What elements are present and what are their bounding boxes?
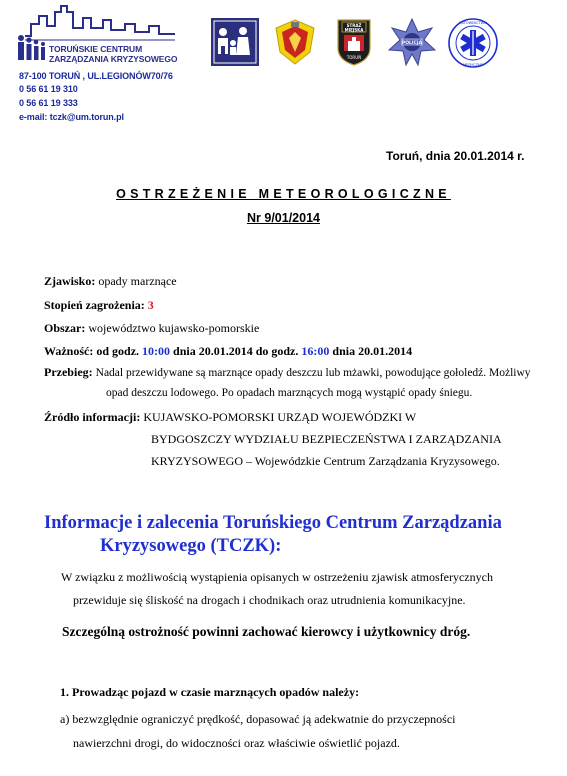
source-line2: BYDGOSZCZY WYDZIAŁU BEZPIECZEŃSTWA I ZARZĄDZANIA: [151, 432, 502, 446]
people-figures-icon: [17, 34, 49, 62]
svg-text:MIEJSKA: MIEJSKA: [344, 27, 364, 33]
ambulance-star-icon: [448, 18, 498, 68]
item-a-line2: nawierzchni drogi, do widoczności oraz właściwie oświetlić pojazd.: [73, 736, 400, 750]
info-para-line2: przewiduje się śliskość na drogach i chodnikach oraz utrudnienia komunikacyjne.: [73, 593, 466, 607]
course-line1: Nadal przewidywane są marznące opady deszczu lub mżawki, powodujące gołoledź. Możliwy: [95, 367, 531, 379]
area-value: województwo kujawsko-pomorskie: [88, 321, 260, 335]
area-label: Obszar:: [44, 321, 86, 335]
phenomenon-row: [44, 274, 177, 289]
fire-brigade-icon: [272, 18, 318, 66]
document-title: OSTRZEŻENIE METEOROLOGICZNE: [116, 187, 451, 201]
caution-text: Szczególną ostrożność powinni zachować kierowcy i użytkownicy dróg.: [62, 624, 471, 639]
document-date: Toruń, dnia 20.01.2014 r.: [386, 149, 525, 163]
info-heading-line1: Informacje i zalecenia Toruńskiego Centrum Zarządzania: [44, 513, 502, 533]
info-para-line1: W związku z możliwością wystąpienia opisanych w ostrzeżeniu zjawisk atmosferycznych: [61, 570, 493, 584]
validity-end: dnia 20.01.2014: [332, 344, 413, 358]
svg-text:STRAŻ: STRAŻ: [346, 23, 362, 28]
source-row: [44, 410, 416, 425]
course-label: Przebieg:: [44, 365, 93, 379]
phenomenon-value: opady marznące: [98, 274, 177, 288]
item-a-line1: a) bezwzględnie ograniczyć prędkość, dopasować ją adekwatnie do przyczepności: [60, 712, 456, 726]
source-label: Źródło informacji:: [44, 410, 141, 424]
level-label: Stopień zagrożenia:: [44, 298, 145, 312]
svg-text:RATOWNICTWO: RATOWNICTWO: [459, 21, 487, 25]
time-to: 16:00: [301, 344, 330, 358]
validity-row: [44, 344, 412, 359]
header-block: [17, 4, 197, 126]
section-1-heading: 1. Prowadząc pojazd w czasie marznących opadów należy:: [60, 685, 360, 699]
family-icon: [211, 18, 259, 66]
org-name: [49, 44, 177, 64]
police-star-icon: [388, 18, 436, 66]
validity-from: od godz.: [96, 344, 140, 358]
source-line1: KUJAWSKO-POMORSKI URZĄD WOJEWÓDZKI W: [143, 410, 417, 424]
phenomenon-label: Zjawisko:: [44, 274, 96, 288]
info-heading-line2: Kryzysowego (TCZK):: [100, 536, 282, 556]
document-number: Nr 9/01/2014: [247, 211, 320, 225]
level-value: 3: [147, 298, 154, 312]
org-line2: ZARZĄDZANIA KRYZYSOWEGO: [49, 54, 178, 64]
phone-1: 0 56 61 19 310: [19, 84, 78, 94]
course-row: [44, 365, 531, 380]
source-line3: KRYZYSOWEGO – Wojewódzkie Centrum Zarządzania Kryzysowego.: [151, 454, 500, 468]
phone-2: 0 56 61 19 333: [19, 98, 78, 108]
org-line1: TORUŃSKIE CENTRUM: [49, 44, 143, 54]
address: 87-100 TORUŃ , UL.LEGIONÓW70/76: [19, 71, 173, 81]
area-row: [44, 321, 259, 336]
validity-mid: dnia 20.01.2014 do godz.: [173, 344, 299, 358]
municipal-guard-icon: [334, 18, 374, 66]
level-row: [44, 298, 154, 313]
time-from: 10:00: [142, 344, 171, 358]
validity-label: Ważność:: [44, 344, 94, 358]
course-line2: opad deszczu lodowego. Po opadach marznących mogą wystąpić opady śniegu.: [106, 387, 473, 399]
svg-text:TORUŃ: TORUŃ: [346, 55, 362, 60]
svg-text:POLICJA: POLICJA: [401, 41, 423, 46]
email: e-mail: tczk@um.torun.pl: [19, 112, 124, 122]
svg-text:MEDYCZNE: MEDYCZNE: [463, 63, 483, 67]
